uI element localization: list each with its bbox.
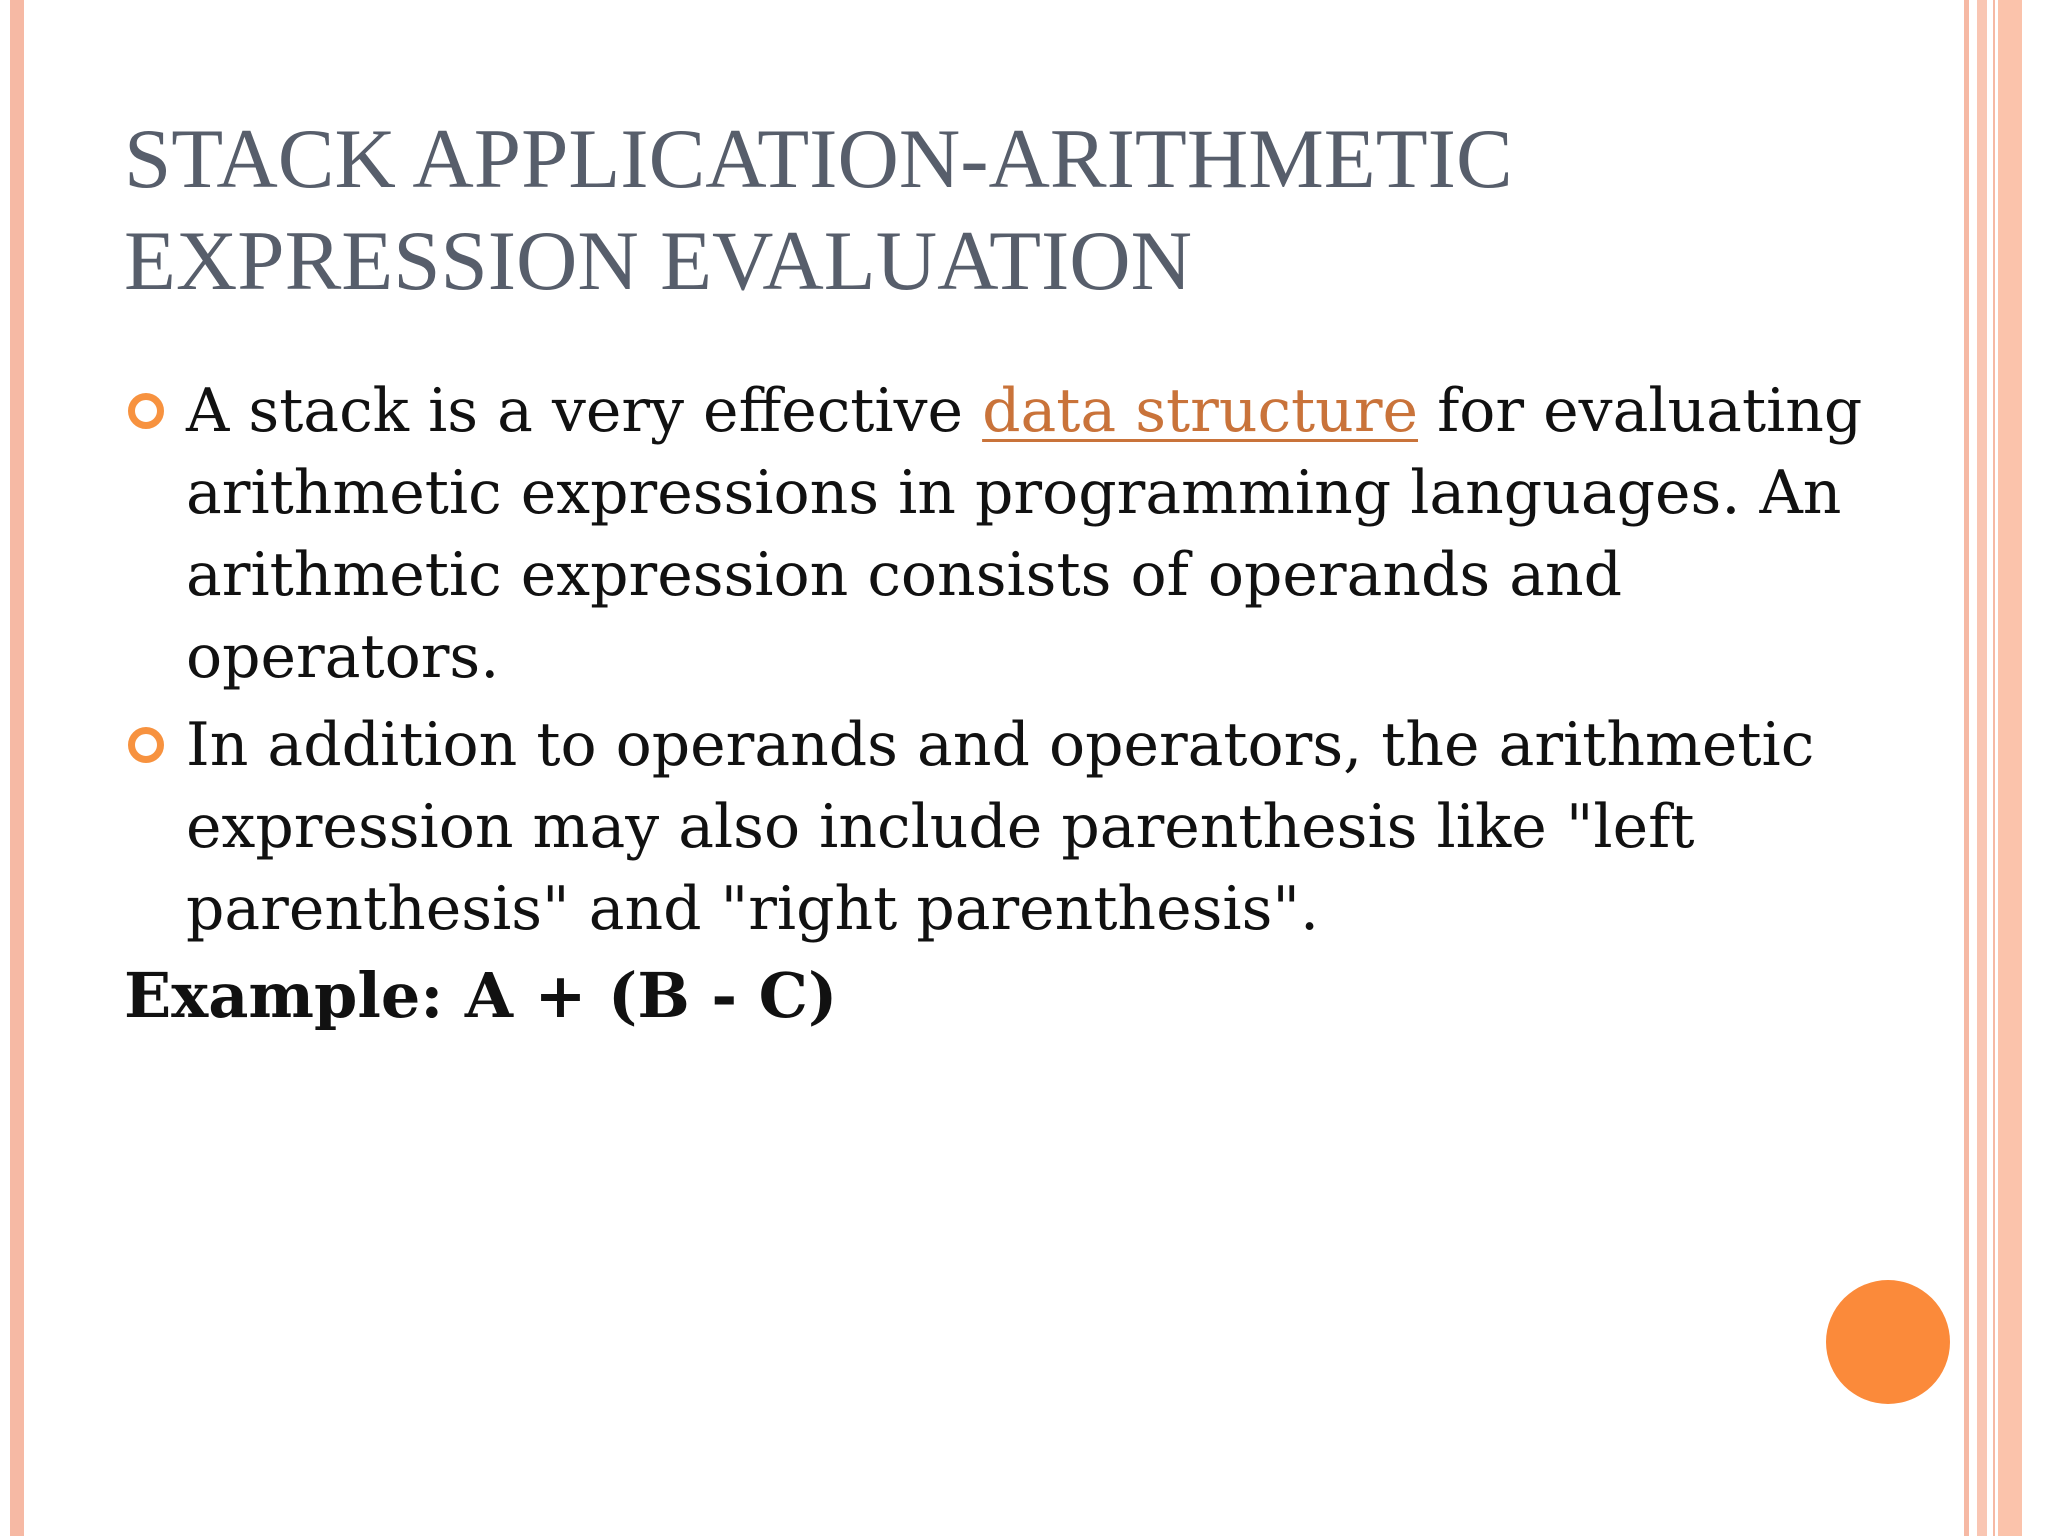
hollow-circle-bullet-icon [128,727,164,763]
bullet-list [124,370,1884,950]
data-structure-link[interactable]: data structure [982,376,1419,446]
bullet-text-before-link: A stack is a very effective [186,376,983,446]
right-border-stripe [1977,0,1987,1536]
slide-body [124,370,1884,1036]
orange-circle-icon [1826,1280,1950,1404]
bullet-text: In addition to operands and operators, the arithmetic expression may also include parenthesis like "left parenthesis" and "right parenthesis". [186,710,1815,944]
right-border-stripe [1998,0,2022,1536]
bullet-text-after-link: for evaluating arithmetic expressions in programming languages. An arithmetic expression consists of operands and operators. [186,376,1863,692]
slide-title: STACK APPLICATION-ARITHMETIC EXPRESSION EVALUATION [124,112,1513,308]
right-border-stripe [1993,0,1995,1536]
bullet-item [124,704,1884,950]
hollow-circle-bullet-icon [128,393,164,429]
right-border-stripe [1964,0,1969,1536]
example-expression: Example: A + (B - C) [124,959,838,1032]
right-border-gap [2022,0,2048,1536]
left-border-stripe [10,0,24,1536]
bullet-item [124,370,1884,698]
